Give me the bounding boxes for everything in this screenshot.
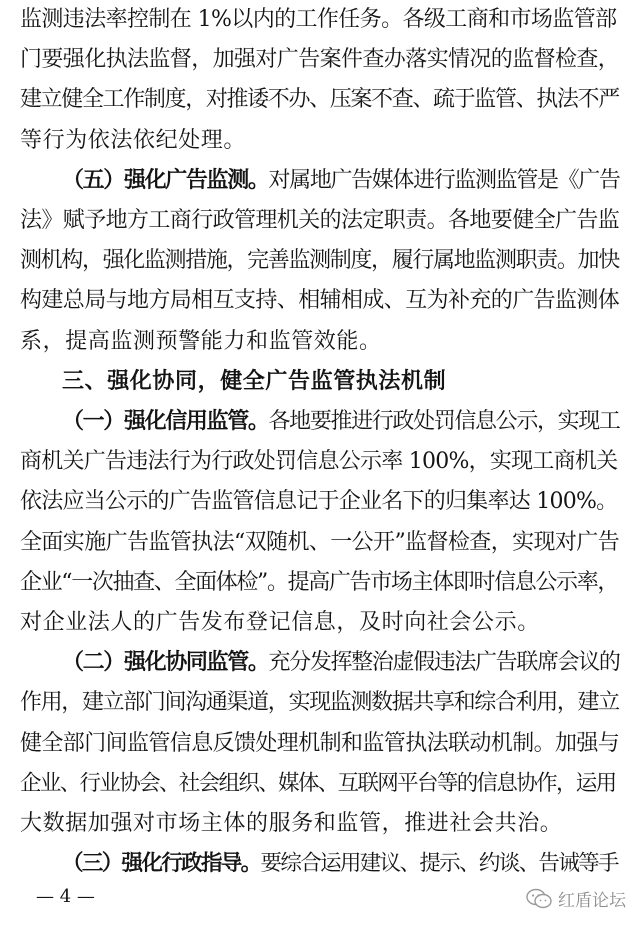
body-text: 系，提高监测预警能力和监管效能。 <box>20 328 382 354</box>
watermark-text: 红盾论坛 <box>558 891 626 911</box>
text-line <box>0 322 640 362</box>
text-line <box>0 643 640 683</box>
body-text: 企业、行业协会、社会组织、媒体、互联网平台等的信息协作，运用 <box>20 770 616 796</box>
text-line <box>0 402 640 442</box>
text-line <box>0 442 640 482</box>
body-text: 对企业法人的广告发布登记信息，及时向社会公示。 <box>20 610 540 635</box>
body-text: 法》赋予地方工商行政管理机关的法定职责。各地要健全广告监 <box>20 208 620 233</box>
watermark <box>526 886 626 911</box>
text-line <box>0 523 640 563</box>
bold-heading-text: （三）强化行政指导。 <box>62 851 261 877</box>
body-text: 要综合运用建议、提示、约谈、告诫等手 <box>260 851 618 877</box>
text-line <box>0 563 640 603</box>
body-text: 对属地广告媒体进行监测监管是《广告 <box>268 167 620 193</box>
text-line <box>0 764 640 804</box>
bold-heading-text: （五）强化广告监测。 <box>62 167 269 193</box>
text-line <box>0 0 640 40</box>
body-text: 健全部门间监管信息反馈处理机制和监管执法联动机制。加强与 <box>20 730 620 756</box>
text-line <box>0 281 640 321</box>
wechat-icon <box>526 888 552 910</box>
text-line <box>0 804 640 844</box>
body-text: 大数据加强对市场主体的服务和监管，推进社会共治。 <box>20 811 563 836</box>
text-line <box>0 362 640 402</box>
body-text: 监测违法率控制在 1%以内的工作任务。各级工商和市场监管部 <box>20 7 617 32</box>
body-text: 作用，建立部门间沟通渠道，实现监测数据共享和综合利用，建立 <box>20 690 619 716</box>
bold-heading-text: （一）强化信用监管。 <box>62 409 269 434</box>
text-line <box>0 80 640 120</box>
body-text: 充分发挥整治虚假违法广告联席会议的 <box>268 650 620 676</box>
text-line <box>0 241 640 281</box>
text-line <box>0 161 640 201</box>
text-line <box>0 40 640 80</box>
body-text: 测机构，强化监测措施，完善监测制度，履行属地监测职责。加快 <box>20 248 619 274</box>
body-text: 依法应当公示的广告监管信息记于企业名下的归集率达 100%。 <box>20 489 618 515</box>
body-text: 全面实施广告监管执法“双随机、一公开”监督检查，实现对广告 <box>20 529 620 555</box>
text-line <box>0 683 640 723</box>
body-text: 企业“一次抽查、全面体检”。提高广告市场主体即时信息公示率， <box>20 569 618 595</box>
page-number: — 4 — <box>36 886 95 907</box>
text-line <box>0 482 640 522</box>
bold-heading-text: 三、强化协同，健全广告监管执法机制 <box>62 368 447 394</box>
text-line <box>0 844 640 884</box>
body-text: 等行为依法依纪处理。 <box>20 127 247 153</box>
text-line <box>0 121 640 161</box>
text-line <box>0 724 640 764</box>
body-text: 建立健全工作制度，对推诿不办、压案不查、疏于监管、执法不严 <box>20 87 619 113</box>
body-text: 门要强化执法监督，加强对广告案件查办落实情况的监督检查， <box>20 47 620 73</box>
text-line <box>0 603 640 643</box>
text-line <box>0 201 640 241</box>
bold-heading-text: （二）强化协同监管。 <box>62 650 269 676</box>
body-text: 各地要推进行政处罚信息公示，实现工 <box>268 409 620 434</box>
body-text: 商机关广告违法行为行政处罚信息公示率 100%，实现工商机关 <box>20 449 618 475</box>
body-text: 构建总局与地方局相互支持、相辅相成、互为补充的广告监测体 <box>20 288 620 314</box>
